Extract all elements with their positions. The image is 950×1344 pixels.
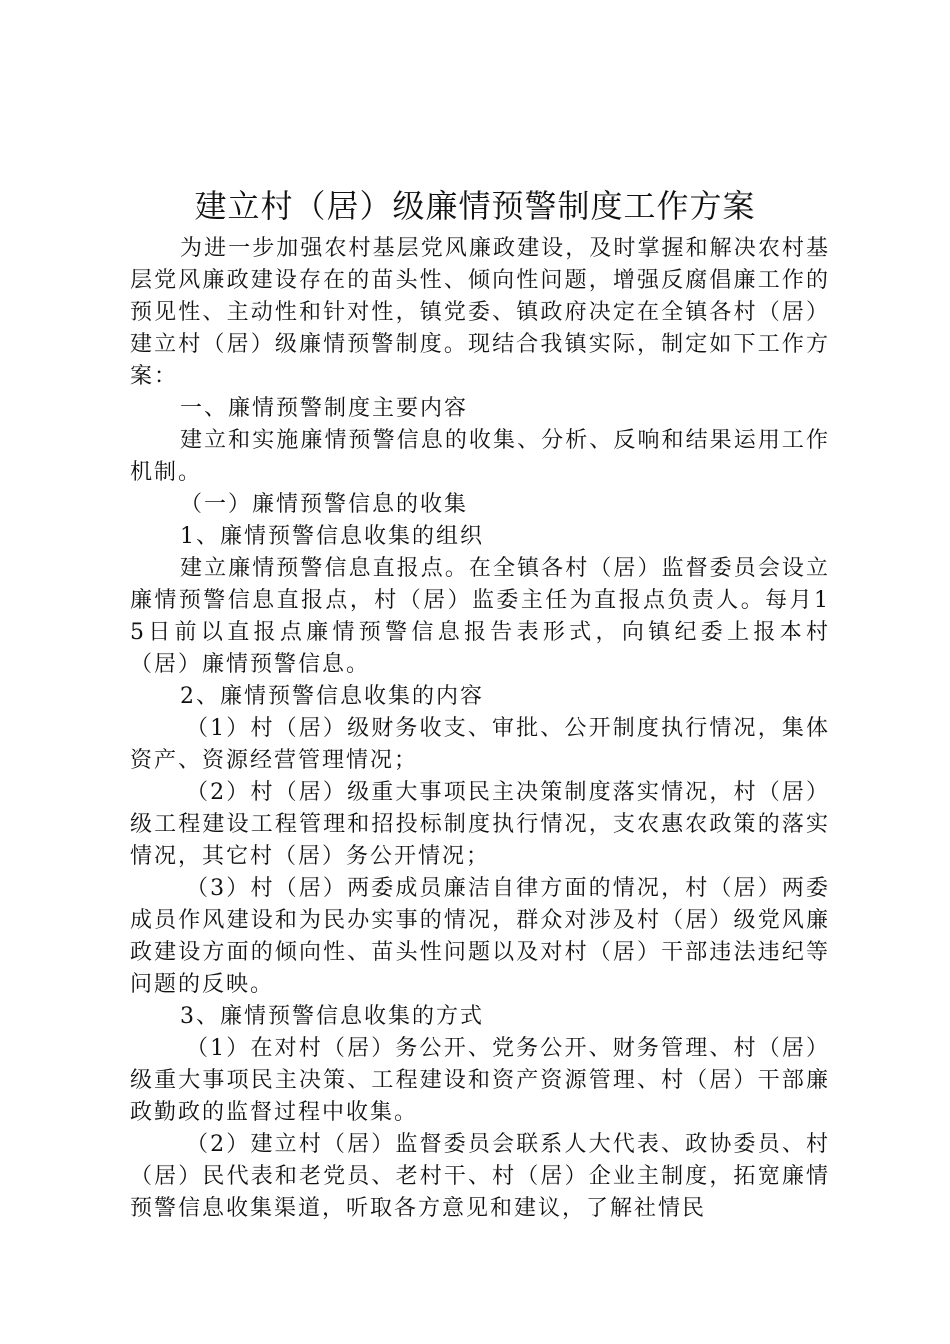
paragraph: 建立和实施廉情预警信息的收集、分析、反响和结果运用工作机制。 (130, 428, 830, 485)
section-heading-1: 一、廉情预警制度主要内容 (180, 396, 469, 421)
paragraph-intro: 为进一步加强农村基层党风廉政建设，及时掌握和解决农村基层党风廉政建设存在的苗头性、倾向性问题，增强反腐倡廉工作的预见性、主动性和针对性，镇党委、镇政府决定在全镇各村（居）建立村（居）级廉情预警制度。现结合我镇实际，制定如下工作方案： (130, 236, 830, 389)
page-title: 建立村（居）级廉情预警制度工作方案 (194, 187, 756, 225)
item-heading-2: 2、廉情预警信息收集的内容 (180, 684, 484, 709)
list-item: （1）村（居）级财务收支、审批、公开制度执行情况，集体资产、资源经营管理情况； (130, 716, 830, 773)
list-item: （1）在对村（居）务公开、党务公开、财务管理、村（居）级重大事项民主决策、工程建设和资产资源管理、村（居）干部廉政勤政的监督过程中收集。 (130, 1036, 830, 1125)
list-item: （3）村（居）两委成员廉洁自律方面的情况，村（居）两委成员作风建设和为民办实事的情况，群众对涉及村（居）级党风廉政建设方面的倾向性、苗头性问题以及对村（居）干部违法违纪等问题的反映。 (130, 876, 830, 997)
paragraph: 建立廉情预警信息直报点。在全镇各村（居）监督委员会设立廉情预警信息直报点，村（居）监委主任为直报点负责人。每月15日前以直报点廉情预警信息报告表形式，向镇纪委上报本村（居）廉情预警信息。 (130, 556, 830, 677)
list-item: （2）村（居）级重大事项民主决策制度落实情况，村（居）级工程建设工程管理和招投标制度执行情况，支农惠农政策的落实情况，其它村（居）务公开情况； (130, 780, 830, 869)
list-item: （2）建立村（居）监督委员会联系人大代表、政协委员、村（居）民代表和老党员、老村干、村（居）企业主制度，拓宽廉情预警信息收集渠道，听取各方意见和建议，了解社情民 (130, 1132, 830, 1221)
item-heading-1: 1、廉情预警信息收集的组织 (180, 524, 484, 549)
document-body (130, 233, 830, 1225)
item-heading-3: 3、廉情预警信息收集的方式 (180, 1004, 484, 1029)
subsection-heading-1: （一）廉情预警信息的收集 (180, 492, 469, 517)
